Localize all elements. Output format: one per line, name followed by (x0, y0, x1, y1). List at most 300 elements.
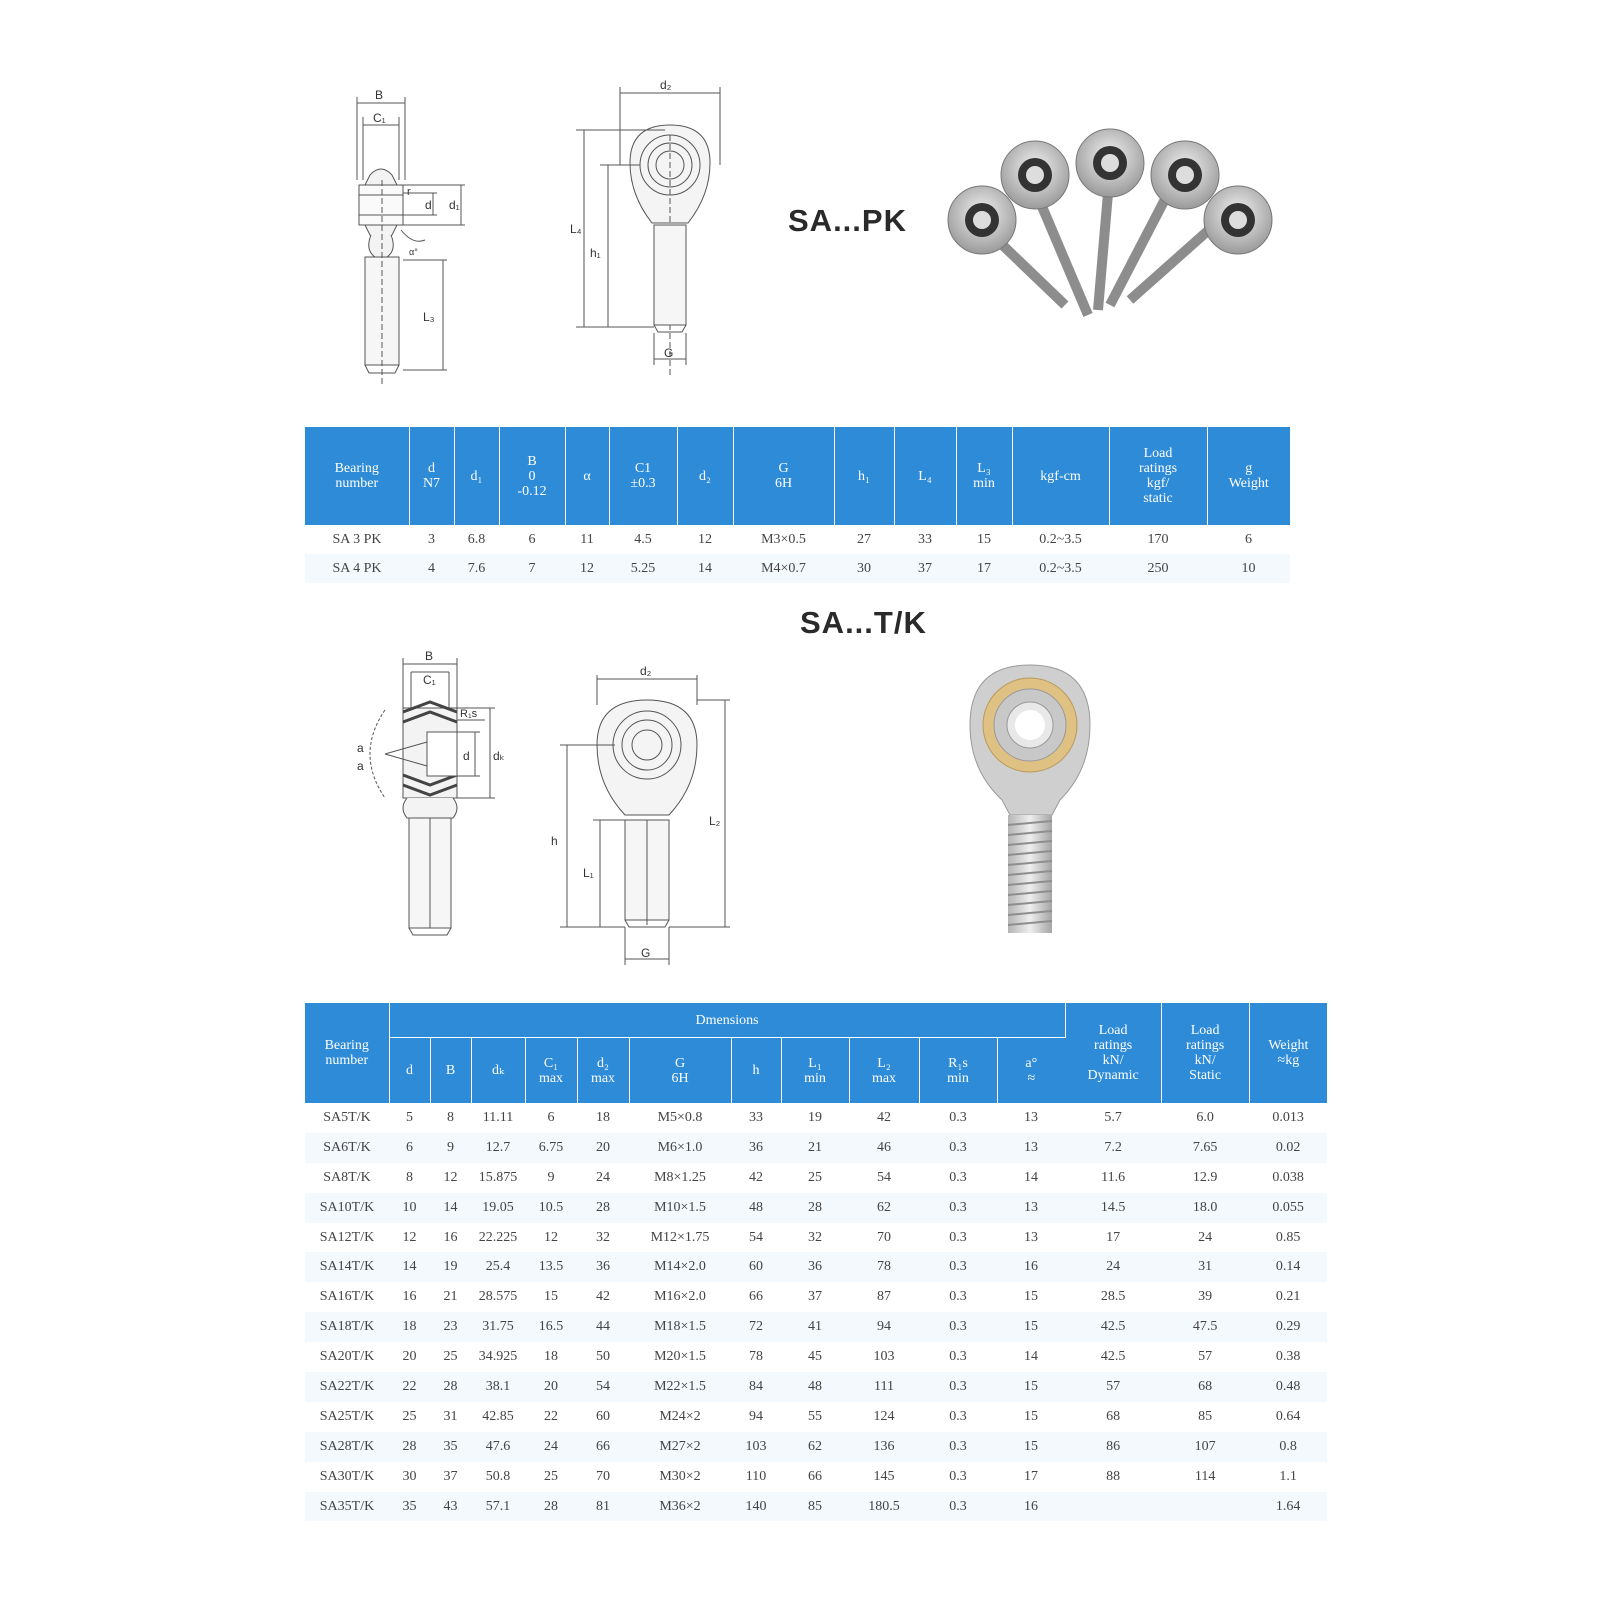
table-cell: M27×2 (629, 1432, 731, 1462)
table-cell: 37 (894, 554, 956, 583)
pk-spec-table (305, 427, 1290, 583)
table-cell: 0.3 (949, 1468, 967, 1484)
table-cell: 0.3 (919, 1432, 997, 1462)
table-cell: 87 (877, 1289, 891, 1305)
pk-front-view-drawing (570, 75, 745, 385)
table-cell: 0.3 (949, 1408, 967, 1424)
table-cell: 9 (547, 1169, 555, 1185)
table-cell: 4 (409, 554, 454, 583)
table-cell: 30 (402, 1468, 417, 1484)
table-cell: 60 (596, 1408, 610, 1424)
table-cell: 107 (1161, 1432, 1249, 1462)
table-row (305, 1103, 1327, 1133)
table-cell: 60 (731, 1252, 781, 1282)
table-cell: 42.5 (1065, 1312, 1161, 1342)
table-cell: 20 (577, 1133, 629, 1163)
table-cell: 0.055 (1249, 1193, 1327, 1223)
table-cell: 37 (443, 1468, 458, 1484)
table-cell: 42 (596, 1289, 610, 1305)
table-cell: 35 (389, 1492, 430, 1522)
table-cell: 170 (1147, 531, 1169, 547)
table-cell: 55 (808, 1408, 822, 1424)
table-cell: 72 (731, 1312, 781, 1342)
tk-label-a1: a (357, 759, 364, 773)
table-cell: 28.575 (478, 1289, 518, 1305)
tk-header-L2: L₂ max (849, 1038, 919, 1104)
table-cell: 6 (528, 531, 536, 547)
table-cell: 33 (918, 531, 932, 547)
table-cell: 14 (1024, 1349, 1039, 1365)
table-row (305, 1282, 1327, 1312)
table-cell: 103 (731, 1432, 781, 1462)
pk-side-view-drawing (345, 85, 495, 390)
tk-label-d2: d₂ (640, 665, 652, 678)
table-cell: 111 (849, 1372, 919, 1402)
table-cell: 145 (873, 1468, 895, 1484)
table-cell: SA5T/K (323, 1109, 371, 1125)
table-cell: 15 (1024, 1408, 1039, 1424)
table-cell: 1.64 (1249, 1492, 1327, 1522)
table-cell: 0.3 (919, 1312, 997, 1342)
table-cell: 180.5 (849, 1492, 919, 1522)
table-cell: 13 (1024, 1229, 1039, 1245)
table-cell: 22 (544, 1408, 558, 1424)
table-cell: 36 (577, 1252, 629, 1282)
table-cell: M30×2 (659, 1468, 701, 1484)
table-cell: M10×1.5 (629, 1193, 731, 1223)
table-cell: M14×2.0 (629, 1252, 731, 1282)
tk-header-dk: dₖ (471, 1038, 525, 1104)
table-cell: 36 (781, 1252, 849, 1282)
pk-table-header-row (305, 427, 1290, 525)
tk-table-group-header-row (305, 1003, 1327, 1038)
table-cell: 32 (808, 1229, 822, 1245)
table-cell: 57 (1198, 1349, 1213, 1365)
table-cell: SA12T/K (319, 1229, 375, 1245)
tk-label-d: d (463, 749, 470, 763)
table-cell: 31 (443, 1408, 458, 1424)
tk-label-G: G (641, 946, 651, 960)
pk-label-B: B (375, 88, 384, 102)
table-cell: 32 (596, 1229, 610, 1245)
tk-header-a: a° ≈ (997, 1038, 1065, 1104)
table-cell: 47.6 (471, 1432, 525, 1462)
table-cell: 15.875 (478, 1169, 518, 1185)
table-cell: 14 (430, 1193, 471, 1223)
table-cell: 0.3 (919, 1193, 997, 1223)
table-cell: 23 (430, 1312, 471, 1342)
table-cell: 15 (997, 1312, 1065, 1342)
pk-header-d: d N7 (409, 427, 454, 525)
pk-header-kgf-cm: kgf-cm (1012, 427, 1109, 525)
table-cell: 110 (745, 1468, 767, 1484)
pk-header-d1: d₁ (454, 427, 499, 525)
tk-header-dimensions: Dmensions (389, 1003, 1065, 1038)
table-row (305, 1342, 1327, 1372)
table-cell: 7 (499, 554, 565, 583)
table-cell: 85 (781, 1492, 849, 1522)
table-cell: 5 (406, 1109, 413, 1125)
table-cell: 12.9 (1192, 1169, 1218, 1185)
tk-header-bearing-number: Bearing number (305, 1003, 389, 1103)
table-cell: 0.3 (919, 1133, 997, 1163)
table-cell: 0.038 (1272, 1169, 1304, 1185)
tk-section-title: SA...T/K (800, 605, 927, 640)
tk-header-d2: d₂ max (577, 1038, 629, 1104)
table-cell: 34.925 (478, 1349, 518, 1365)
table-cell: M4×0.7 (733, 554, 834, 583)
table-cell: SA20T/K (319, 1349, 375, 1365)
table-cell: 0.3 (919, 1252, 997, 1282)
table-cell: 21 (443, 1289, 458, 1305)
table-cell: 16 (443, 1229, 458, 1245)
pk-section-title: SA...PK (788, 203, 907, 238)
tk-front-view-drawing (545, 665, 740, 970)
table-cell: 28 (525, 1492, 577, 1522)
table-cell: 42 (877, 1109, 891, 1125)
table-cell: 62 (781, 1432, 849, 1462)
tk-header-d: d (389, 1038, 430, 1104)
tk-label-dk: dₖ (493, 749, 505, 763)
table-cell: M6×1.0 (629, 1133, 731, 1163)
table-cell: 18 (389, 1312, 430, 1342)
pk-header-L3: L₃ min (956, 427, 1012, 525)
table-cell: 5.25 (609, 554, 677, 583)
table-cell: 140 (731, 1492, 781, 1522)
table-cell: 70 (877, 1229, 891, 1245)
tk-header-load-static: Load ratings kN/ Static (1161, 1003, 1249, 1103)
table-cell: 5.7 (1104, 1109, 1122, 1125)
pk-label-G: G (664, 346, 674, 360)
tk-label-C1: C₁ (423, 673, 436, 687)
table-cell: 25.4 (471, 1252, 525, 1282)
table-cell: SA35T/K (305, 1492, 389, 1522)
table-cell: M20×1.5 (654, 1349, 706, 1365)
table-cell: 7.65 (1161, 1133, 1249, 1163)
table-cell: M12×1.75 (650, 1229, 710, 1245)
table-cell: 17 (1106, 1229, 1121, 1245)
table-cell: 78 (849, 1252, 919, 1282)
table-cell: 50.8 (485, 1468, 511, 1484)
table-cell: 16 (997, 1492, 1065, 1522)
tk-header-h: h (731, 1038, 781, 1104)
table-cell: 30 (834, 554, 894, 583)
table-cell: 12 (402, 1229, 417, 1245)
tk-header-C1: C₁ max (525, 1038, 577, 1104)
table-cell: 13 (997, 1133, 1065, 1163)
table-cell: SA6T/K (305, 1133, 389, 1163)
table-cell: 66 (808, 1468, 822, 1484)
tk-label-R1s: R₁s (460, 708, 478, 720)
table-cell: 12.7 (471, 1133, 525, 1163)
table-cell: 28 (781, 1193, 849, 1223)
table-cell: 47.5 (1161, 1312, 1249, 1342)
table-cell: 13 (1024, 1109, 1039, 1125)
pk-product-photo (940, 125, 1280, 330)
table-cell: 94 (849, 1312, 919, 1342)
table-cell: 10 (389, 1193, 430, 1223)
table-cell: 27 (857, 531, 871, 547)
pk-header-L4: L₄ (894, 427, 956, 525)
table-cell: M24×2 (659, 1408, 701, 1424)
table-cell: 28 (430, 1372, 471, 1402)
table-cell: 13.5 (525, 1252, 577, 1282)
table-cell: 10 (1207, 554, 1290, 583)
table-cell: 16 (402, 1289, 417, 1305)
tk-header-L1: L₁ min (781, 1038, 849, 1104)
table-cell (1065, 1492, 1161, 1522)
table-cell: 28 (389, 1432, 430, 1462)
pk-label-r: r (407, 186, 411, 198)
table-row (305, 1193, 1327, 1223)
table-cell: 94 (749, 1408, 763, 1424)
table-row (305, 1432, 1327, 1462)
table-cell: SA8T/K (323, 1169, 371, 1185)
table-cell: 6.75 (525, 1133, 577, 1163)
table-cell: 20 (525, 1372, 577, 1402)
pk-label-L4: L₄ (570, 222, 582, 236)
table-cell: SA 4 PK (305, 554, 409, 583)
table-cell: 11.11 (482, 1109, 514, 1125)
table-cell: 21 (781, 1133, 849, 1163)
table-cell: 8 (406, 1169, 413, 1185)
pk-header-G: G 6H (733, 427, 834, 525)
table-cell: 136 (849, 1432, 919, 1462)
table-cell: 54 (877, 1169, 891, 1185)
table-cell: 57 (1065, 1372, 1161, 1402)
table-cell: 17 (956, 554, 1012, 583)
table-row (305, 1312, 1327, 1342)
tk-header-B: B (430, 1038, 471, 1104)
table-cell: 103 (873, 1349, 895, 1365)
pk-header-load-ratings: Load ratings kgf/ static (1109, 427, 1207, 525)
table-cell: 15 (1024, 1289, 1039, 1305)
table-cell: 42.5 (1100, 1349, 1126, 1365)
table-cell: 15 (997, 1432, 1065, 1462)
table-cell: 28.5 (1100, 1289, 1126, 1305)
table-row (305, 1163, 1327, 1193)
table-cell: 24 (525, 1432, 577, 1462)
tk-spec-table (305, 1003, 1327, 1521)
table-cell: 81 (577, 1492, 629, 1522)
tk-header-R1s: R₁s min (919, 1038, 997, 1104)
table-row (305, 554, 1290, 583)
table-cell: 19 (808, 1109, 822, 1125)
pk-header-h1: h₁ (834, 427, 894, 525)
pk-header-B: B 0 -0.12 (499, 427, 565, 525)
table-cell: 48 (731, 1193, 781, 1223)
table-cell: SA30T/K (319, 1468, 375, 1484)
table-cell: 39 (1198, 1289, 1213, 1305)
table-cell: 78 (749, 1349, 763, 1365)
pk-header-weight: g Weight (1207, 427, 1290, 525)
table-cell: 1.1 (1279, 1468, 1297, 1484)
table-cell: 44 (577, 1312, 629, 1342)
table-cell: 16.5 (525, 1312, 577, 1342)
table-cell: M5×0.8 (657, 1109, 703, 1125)
table-cell: 16 (997, 1252, 1065, 1282)
table-cell: 42 (749, 1169, 763, 1185)
table-cell: 15 (977, 531, 991, 547)
table-cell: 25 (808, 1169, 822, 1185)
pk-label-d1: d₁ (449, 198, 460, 212)
table-cell: 0.21 (1275, 1289, 1301, 1305)
table-cell: 0.3 (949, 1169, 967, 1185)
table-cell: 85 (1198, 1408, 1213, 1424)
table-cell: 22 (389, 1372, 430, 1402)
table-cell: 46 (849, 1133, 919, 1163)
table-cell (1161, 1492, 1249, 1522)
table-cell: 0.3 (919, 1372, 997, 1402)
table-cell: 6.8 (467, 531, 486, 547)
tk-header-G: G 6H (629, 1038, 731, 1104)
table-cell: SA14T/K (305, 1252, 389, 1282)
table-cell: 33 (749, 1109, 763, 1125)
table-cell: 0.013 (1272, 1109, 1304, 1125)
table-cell: 31.75 (471, 1312, 525, 1342)
pk-label-d2: d₂ (660, 78, 672, 92)
table-cell: 14 (1024, 1169, 1039, 1185)
table-cell: 20 (402, 1349, 417, 1365)
table-cell: 24 (1198, 1229, 1213, 1245)
table-cell: 70 (596, 1468, 610, 1484)
table-row (305, 1223, 1327, 1253)
table-cell: SA 3 PK (332, 531, 382, 547)
table-cell: SA10T/K (305, 1193, 389, 1223)
table-cell: 17 (1024, 1468, 1039, 1484)
table-cell: 19 (430, 1252, 471, 1282)
table-cell: 12 (565, 554, 609, 583)
table-cell: 6 (1245, 531, 1252, 547)
table-cell: 50 (596, 1349, 610, 1365)
pk-label-C1: C₁ (373, 111, 386, 125)
table-cell: 18 (544, 1349, 558, 1365)
table-cell: 86 (1065, 1432, 1161, 1462)
table-cell: 7.6 (454, 554, 499, 583)
table-cell: 24 (1065, 1252, 1161, 1282)
table-cell: 0.64 (1275, 1408, 1301, 1424)
table-cell: 18.0 (1161, 1193, 1249, 1223)
table-cell: 0.2~3.5 (1012, 554, 1109, 583)
table-cell: 14 (677, 554, 733, 583)
table-cell: 25 (402, 1408, 417, 1424)
table-cell: 0.3 (919, 1492, 997, 1522)
table-cell: SA28T/K (305, 1432, 389, 1462)
table-cell: 9 (430, 1133, 471, 1163)
pk-header-d2: d₂ (677, 427, 733, 525)
table-cell: 54 (577, 1372, 629, 1402)
table-cell: 18 (596, 1109, 610, 1125)
table-row (305, 1372, 1327, 1402)
table-cell: 25 (443, 1349, 458, 1365)
table-cell: 12 (443, 1169, 458, 1185)
tk-label-L1: L₁ (583, 866, 594, 880)
table-cell: 28 (577, 1193, 629, 1223)
table-cell: 24 (596, 1169, 610, 1185)
table-cell: 0.48 (1249, 1372, 1327, 1402)
table-row (305, 1462, 1327, 1492)
tk-product-photo (960, 660, 1100, 950)
table-cell: 43 (430, 1492, 471, 1522)
table-cell: SA16T/K (319, 1289, 375, 1305)
table-cell: 6 (547, 1109, 555, 1125)
table-cell: 54 (749, 1229, 763, 1245)
table-cell: 48 (781, 1372, 849, 1402)
table-cell: 41 (781, 1312, 849, 1342)
table-cell: 11.6 (1101, 1169, 1126, 1185)
table-cell: 14.5 (1065, 1193, 1161, 1223)
table-cell: 0.85 (1275, 1229, 1301, 1245)
tk-label-h: h (551, 834, 558, 848)
table-cell: M22×1.5 (629, 1372, 731, 1402)
table-cell: 0.02 (1249, 1133, 1327, 1163)
table-cell: 3 (428, 531, 435, 547)
tk-label-a2: a (357, 741, 364, 755)
table-cell: M8×1.25 (654, 1169, 706, 1185)
table-cell: 25 (544, 1468, 558, 1484)
tk-table-body (305, 1103, 1327, 1521)
table-cell: 88 (1106, 1468, 1121, 1484)
pk-header-bearing-number: Bearing number (305, 427, 409, 525)
table-cell: 7.2 (1065, 1133, 1161, 1163)
table-cell: 0.8 (1249, 1432, 1327, 1462)
table-cell: 42.85 (482, 1408, 514, 1424)
table-cell: 62 (849, 1193, 919, 1223)
table-cell: 66 (577, 1432, 629, 1462)
table-cell: 0.2~3.5 (1039, 531, 1082, 547)
table-cell: 68 (1161, 1372, 1249, 1402)
pk-label-d: d (425, 198, 432, 212)
table-cell: 12 (544, 1229, 558, 1245)
pk-label-h1: h₁ (590, 246, 601, 260)
table-cell: 19.05 (471, 1193, 525, 1223)
table-cell: 11 (580, 531, 594, 547)
table-cell: SA18T/K (305, 1312, 389, 1342)
table-cell: 57.1 (471, 1492, 525, 1522)
tk-label-L2: L₂ (709, 814, 721, 828)
table-cell: M16×2.0 (654, 1289, 706, 1305)
table-cell: 36 (731, 1133, 781, 1163)
table-row (305, 1252, 1327, 1282)
table-row (305, 525, 1290, 554)
table-cell: 0.3 (949, 1109, 967, 1125)
table-cell: 12 (698, 531, 712, 547)
table-cell: 15 (544, 1289, 558, 1305)
table-cell: 124 (873, 1408, 895, 1424)
pk-label-L3: L₃ (423, 310, 435, 324)
table-cell: M36×2 (629, 1492, 731, 1522)
table-row (305, 1133, 1327, 1163)
table-cell: 68 (1106, 1408, 1121, 1424)
table-cell: 15 (997, 1372, 1065, 1402)
table-cell: 8 (447, 1109, 454, 1125)
table-cell: 6 (389, 1133, 430, 1163)
table-cell: 84 (731, 1372, 781, 1402)
table-cell: 4.5 (634, 531, 652, 547)
pk-header-C1: C1 ±0.3 (609, 427, 677, 525)
table-cell: 114 (1194, 1468, 1216, 1484)
table-cell: 31 (1161, 1252, 1249, 1282)
table-cell: 22.225 (478, 1229, 518, 1245)
table-cell: 10.5 (525, 1193, 577, 1223)
tk-header-load-dynamic: Load ratings kN/ Dynamic (1065, 1003, 1161, 1103)
table-cell: 250 (1109, 554, 1207, 583)
table-cell: 0.3 (949, 1289, 967, 1305)
table-cell: 45 (808, 1349, 822, 1365)
table-row (305, 1402, 1327, 1432)
table-cell: 66 (749, 1289, 763, 1305)
table-cell: SA22T/K (305, 1372, 389, 1402)
